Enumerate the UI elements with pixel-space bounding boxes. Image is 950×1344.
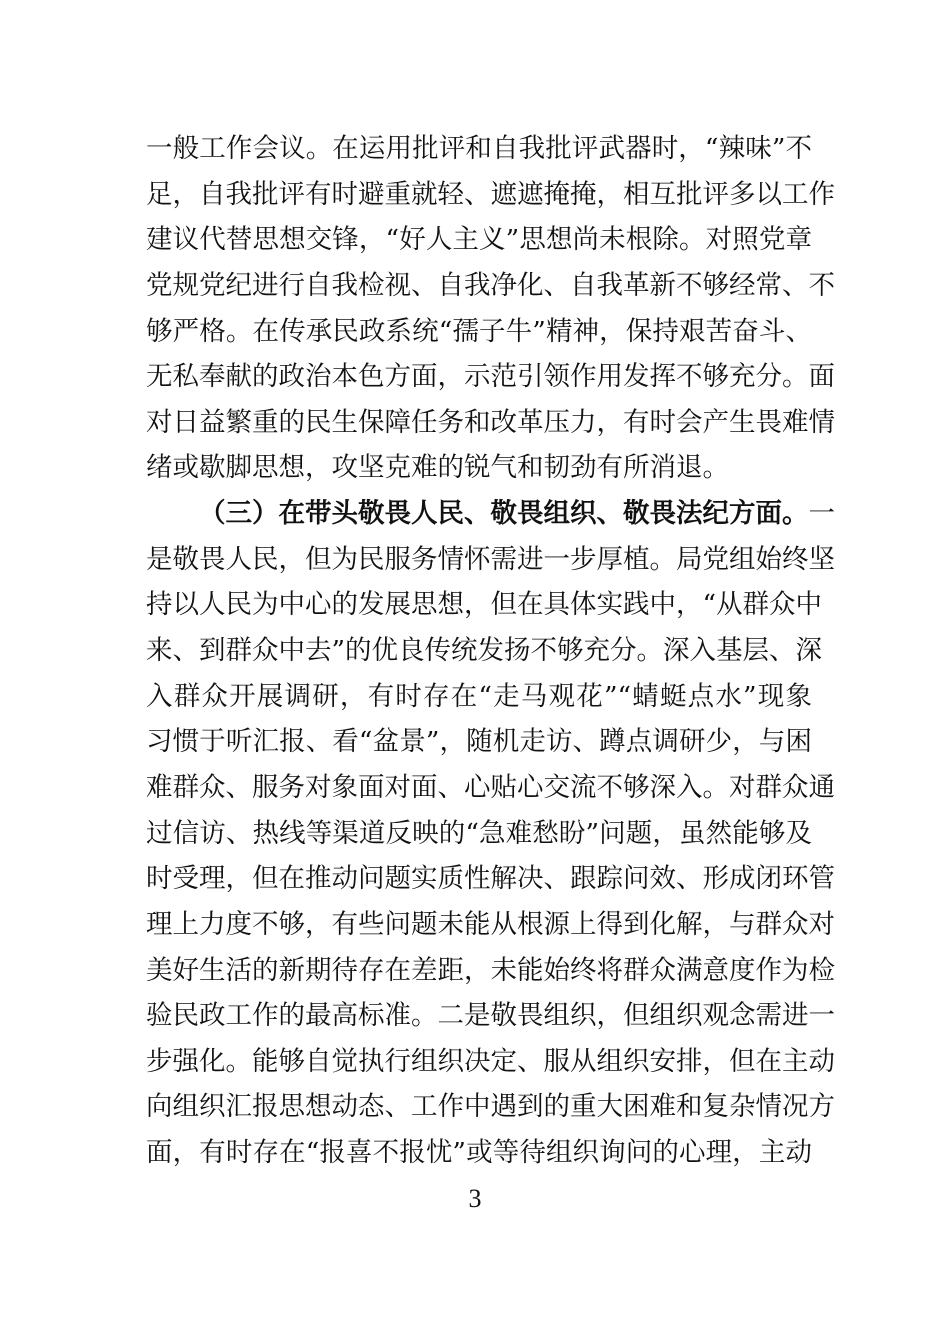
- text-line: 入群众开展调研，有时存在“走马观花”“蜻蜓点水”现象: [146, 680, 812, 712]
- heading-line-continuation: 一: [808, 498, 835, 530]
- text-line: 建议代替思想交锋，“好人主义”思想尚未根除。对照党章: [146, 224, 812, 256]
- text-line: 是敬畏人民，但为民服务情怀需进一步厚植。局党组始终坚: [146, 543, 835, 575]
- section-heading-line: [146, 491, 835, 537]
- text-line: 党规党纪进行自我检视、自我净化、自我革新不够经常、不: [146, 269, 835, 301]
- text-line: 无私奉献的政治本色方面，示范引领作用发挥不够充分。面: [146, 361, 835, 393]
- text-line: 美好生活的新期待存在差距，未能始终将群众满意度作为检: [146, 954, 835, 986]
- text-line: 理上力度不够，有些问题未能从根源上得到化解，与群众对: [146, 908, 835, 940]
- text-line: 来、到群众中去”的优良传统发扬不够充分。深入基层、深: [146, 635, 823, 667]
- text-line: 验民政工作的最高标准。二是敬畏组织，但组织观念需进一: [146, 1000, 835, 1032]
- text-line: 步强化。能够自觉执行组织决定、服从组织安排，但在主动: [146, 1045, 835, 1077]
- section-heading: （三）在带头敬畏人民、敬畏组织、敬畏法纪方面。: [199, 498, 809, 530]
- text-line: 过信访、热线等渠道反映的“急难愁盼”问题，虽然能够及: [146, 817, 812, 849]
- text-line: 对日益繁重的民生保障任务和改革压力，有时会产生畏难情: [146, 406, 835, 438]
- text-line: 足，自我批评有时避重就轻、遮遮掩掩，相互批评多以工作: [146, 178, 835, 210]
- text-line: 面，有时存在“报喜不报忧”或等待组织询问的心理，主动: [146, 1137, 812, 1169]
- page-number: 3: [468, 1184, 482, 1213]
- text-line: 时受理，但在推动问题实质性解决、跟踪问效、形成闭环管: [146, 863, 835, 895]
- text-line: 难群众、服务对象面对面、心贴心交流不够深入。对群众通: [146, 771, 835, 803]
- document-body: [146, 126, 835, 1176]
- text-line: 绪或歇脚思想，攻坚克难的锐气和韧劲有所消退。: [146, 452, 729, 484]
- text-line: 够严格。在传承民政系统“孺子牛”精神，保持艰苦奋斗、: [146, 315, 812, 347]
- text-line: 一般工作会议。在运用批评和自我批评武器时，“辣味”不: [146, 133, 812, 164]
- text-line: 习惯于听汇报、看“盆景”，随机走访、蹲点调研少，与困: [146, 726, 812, 758]
- text-line: 向组织汇报思想动态、工作中遇到的重大困难和复杂情况方: [146, 1091, 835, 1123]
- text-line: 持以人民为中心的发展思想，但在具体实践中，“从群众中: [146, 589, 823, 621]
